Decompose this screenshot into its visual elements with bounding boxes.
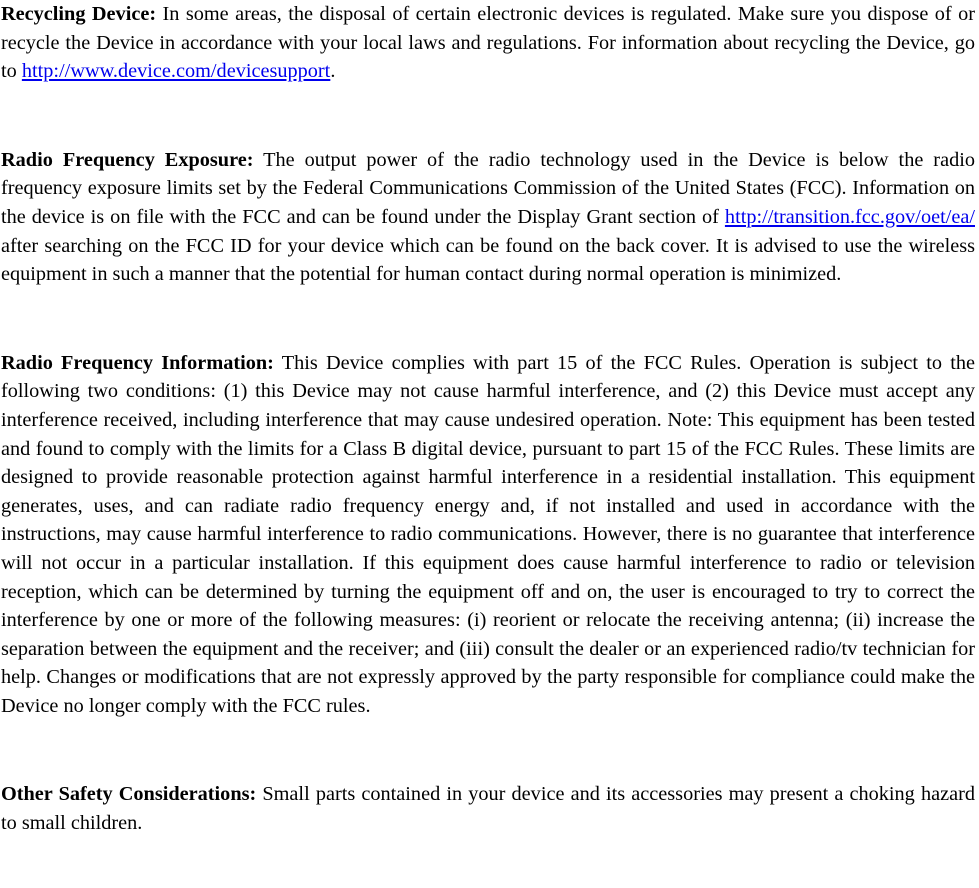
- section-heading: Other Safety Considerations:: [1, 783, 257, 806]
- device-support-link[interactable]: http://www.device.com/devicesupport: [21, 60, 331, 83]
- section-heading: Radio Frequency Exposure:: [1, 148, 254, 171]
- section-radio-frequency-exposure: [1, 146, 975, 289]
- section-spacer: [1, 86, 975, 146]
- section-recycling-device: [1, 0, 975, 86]
- section-body: In some areas, the disposal of certain electronic devices is regulated. Make sure you dispose of or recycle the Device in accordance with your local laws and regulations. For information about recycling the Device, go to: [1, 3, 975, 83]
- section-body: Small parts contained in your device and its accessories may present a choking hazard to small children.: [1, 783, 975, 835]
- section-body-end: after searching on the FCC ID for your device which can be found on the back cover. It is advised to use the wireless equipment in such a manner that the potential for human contact during normal operation is minimized.: [1, 234, 975, 286]
- section-other-safety-considerations: [1, 780, 975, 837]
- section-spacer: [1, 289, 975, 349]
- section-radio-frequency-information: [1, 349, 975, 721]
- section-heading: Radio Frequency Information:: [1, 351, 274, 374]
- section-body: This Device complies with part 15 of the FCC Rules. Operation is subject to the following two conditions: (1) this Device may not cause harmful interference, and (2) this Device must accept any interference received, including interference that may cause undesired operation. Note: This equipment has been tested and found to comply with the limits for a Class B digital device, pursuant to part 15 of the FCC Rules. These limits are designed to provide reasonable protection against harmful interference in a residential installation. This equipment generates, uses, and can radiate radio frequency energy and, if not installed and used in accordance with the instructions, may cause harmful interference to radio communications. However, there is no guarantee that interference will not occur in a particular installation. If this equipment does cause harmful interference to radio or television reception, which can be determined by turning the equipment off and on, the user is encouraged to try to correct the interference by one or more of the following measures: (i) reorient or relocate the receiving antenna; (ii) increase the separation between the equipment and the receiver; and (iii) consult the dealer or an experienced radio/tv technician for help. Changes or modifications that are not expressly approved by the party responsible for compliance could make the Device no longer comply with the FCC rules.: [1, 351, 975, 717]
- section-body-end: .: [330, 60, 336, 83]
- fcc-link[interactable]: http://transition.fcc.gov/oet/ea/: [724, 205, 975, 228]
- section-body: The output power of the radio technology used in the Device is below the radio frequency exposure limits set by the Federal Communications Commission of the United States (FCC). Information on the device is on file with the FCC and can be found under the Display Grant section of: [1, 148, 975, 228]
- section-spacer: [1, 720, 975, 780]
- section-heading: Recycling Device:: [1, 3, 157, 25]
